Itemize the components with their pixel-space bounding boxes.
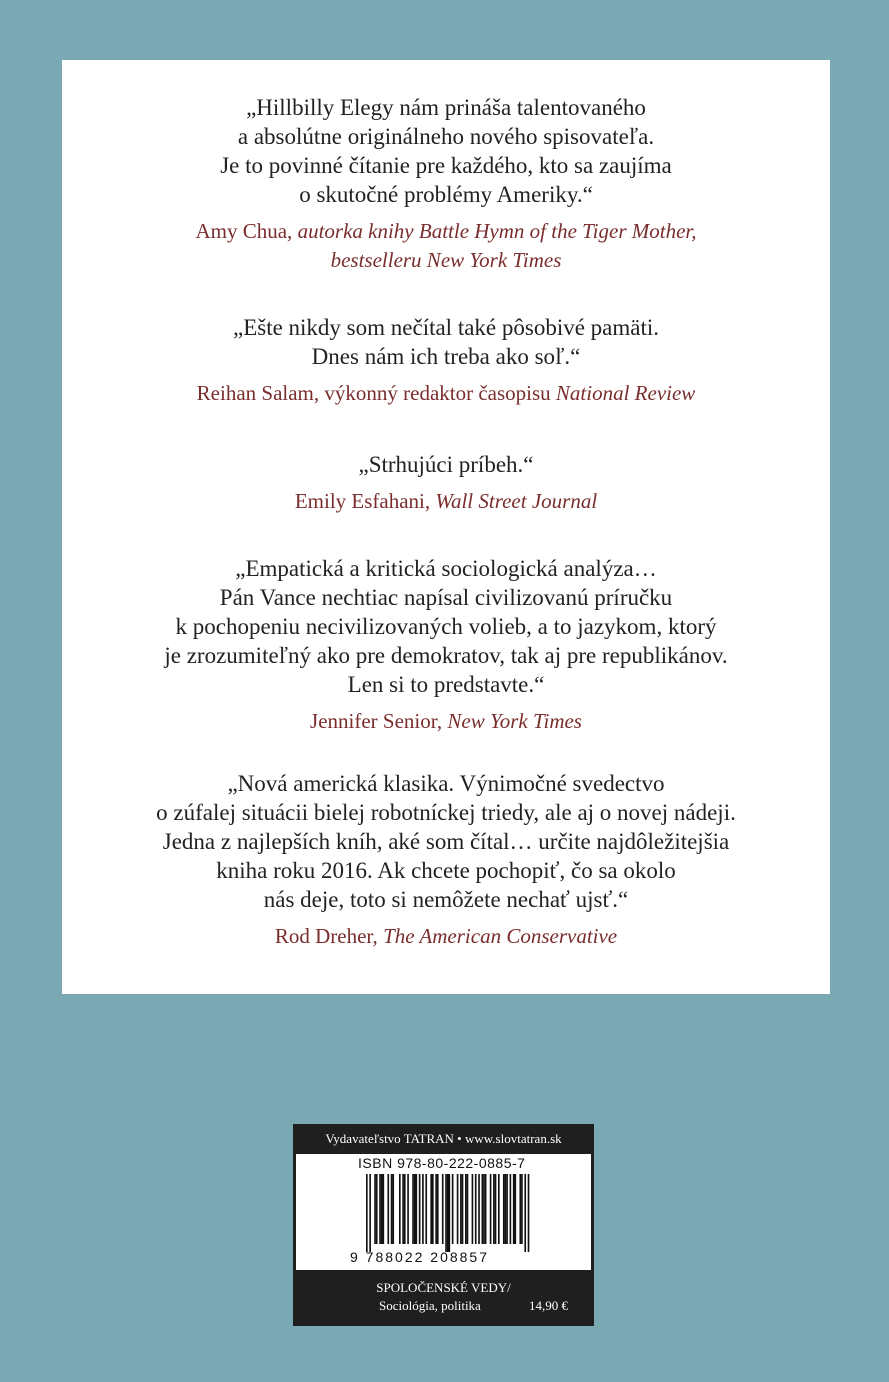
quotes-panel bbox=[62, 60, 830, 994]
barcode-bar bbox=[412, 1174, 414, 1244]
barcode-bar bbox=[515, 1174, 517, 1244]
category-area bbox=[293, 1270, 594, 1326]
barcode-bar bbox=[521, 1174, 523, 1244]
barcode-bar bbox=[404, 1174, 406, 1244]
attribution-name: Emily Esfahani, bbox=[294, 489, 431, 513]
barcode-bar bbox=[407, 1174, 409, 1244]
barcode-bar bbox=[449, 1174, 451, 1252]
barcode-digits: 9 788022 208857 bbox=[350, 1249, 489, 1265]
barcode-bar bbox=[435, 1174, 437, 1244]
barcode-bar bbox=[419, 1174, 421, 1244]
barcode-bar bbox=[366, 1174, 368, 1252]
quote-attribution bbox=[62, 217, 830, 275]
barcode-bar bbox=[467, 1174, 469, 1244]
attribution-publication: The American Conservative bbox=[383, 924, 618, 948]
barcode-bar bbox=[391, 1174, 393, 1244]
barcode-bar bbox=[442, 1174, 444, 1244]
quote-line: „Ešte nikdy som nečítal také pôsobivé pamäti. bbox=[232, 315, 660, 340]
quote-text bbox=[62, 313, 830, 371]
price-label: 14,90 € bbox=[529, 1298, 568, 1313]
attribution-name: Rod Dreher, bbox=[274, 924, 378, 948]
quote-2 bbox=[62, 313, 830, 408]
barcode-bar bbox=[503, 1174, 505, 1244]
attribution-name: Reihan Salam, výkonný redaktor časopisu bbox=[196, 381, 551, 405]
barcode-bar bbox=[432, 1174, 434, 1244]
quote-line: Je to povinné čítanie pre každého, kto sa zaujíma bbox=[220, 153, 672, 178]
quote-1 bbox=[62, 93, 830, 275]
quote-line: „Nová americká klasika. Výnimočné svedectvo bbox=[227, 771, 665, 796]
attribution-role: bestselleru New York Times bbox=[330, 248, 562, 272]
quote-4 bbox=[62, 554, 830, 736]
barcode-bar bbox=[392, 1174, 394, 1244]
quote-line: „Strhujúci príbeh.“ bbox=[358, 452, 534, 477]
barcode-bar bbox=[485, 1174, 487, 1244]
barcode-bar bbox=[430, 1174, 432, 1244]
attribution-publication: Wall Street Journal bbox=[435, 489, 598, 513]
barcode-bar bbox=[510, 1174, 512, 1244]
barcode-bar bbox=[387, 1174, 389, 1244]
barcode-bar bbox=[490, 1174, 492, 1244]
barcode-bar bbox=[425, 1174, 427, 1244]
quote-attribution bbox=[62, 707, 830, 736]
quote-line: „Hillbilly Elegy nám prináša talentovaného bbox=[246, 95, 646, 120]
quote-line: Dnes nám ich treba ako soľ.“ bbox=[311, 344, 581, 369]
quote-line: kniha roku 2016. Ak chcete pochopiť, čo sa okolo bbox=[216, 858, 676, 883]
quote-line: nás deje, toto si nemôžete nechať ujsť.“ bbox=[263, 887, 629, 912]
barcode-bar bbox=[457, 1174, 459, 1244]
barcode-bar bbox=[381, 1174, 383, 1244]
quote-line: Pán Vance nechtiac napísal civilizovanú príručku bbox=[219, 585, 673, 610]
quote-line: je zrozumiteľný ako pre demokratov, tak aj pre republikánov. bbox=[164, 643, 728, 668]
quote-line: Jedna z najlepších kníh, aké som čítal… určite najdôležitejšia bbox=[162, 829, 730, 854]
attribution-name: Jennifer Senior, bbox=[310, 709, 443, 733]
attribution-publication: New York Times bbox=[447, 709, 582, 733]
barcode-bar bbox=[414, 1174, 416, 1244]
barcode-bar bbox=[493, 1174, 495, 1244]
quote-text bbox=[62, 93, 830, 209]
quote-line: Len si to predstavte.“ bbox=[347, 672, 545, 697]
barcode-bar bbox=[482, 1174, 484, 1244]
barcode-bar bbox=[498, 1174, 500, 1244]
barcode-bar bbox=[495, 1174, 497, 1244]
isbn-label: ISBN 978-80-222-0885-7 bbox=[358, 1155, 526, 1171]
quote-text bbox=[62, 450, 830, 479]
attribution-role: autorka knihy Battle Hymn of the Tiger Mother, bbox=[297, 219, 697, 243]
barcode-bar bbox=[437, 1174, 439, 1244]
subcategory-label: Sociológia, politika bbox=[379, 1298, 481, 1313]
quote-attribution bbox=[62, 922, 830, 951]
barcode-bar bbox=[462, 1174, 464, 1244]
barcode-bar bbox=[524, 1174, 526, 1252]
barcode-bar bbox=[452, 1174, 454, 1244]
quote-5 bbox=[62, 769, 830, 951]
quote-line: a absolútne originálneho nového spisovateľa. bbox=[237, 124, 655, 149]
barcode-bar bbox=[465, 1174, 467, 1244]
barcode-bar bbox=[376, 1174, 378, 1244]
attribution-name: Amy Chua, bbox=[195, 219, 293, 243]
quote-attribution bbox=[62, 379, 830, 408]
barcode-bar bbox=[369, 1174, 371, 1252]
barcode-box bbox=[293, 1124, 594, 1326]
quote-line: o skutočné problémy Ameriky.“ bbox=[299, 182, 593, 207]
barcode-bar bbox=[416, 1174, 418, 1244]
publisher-line: Vydavateľstvo TATRAN • www.slovtatran.sk bbox=[325, 1131, 562, 1146]
quote-attribution bbox=[62, 487, 830, 516]
barcode-bar bbox=[472, 1174, 474, 1244]
quote-3 bbox=[62, 450, 830, 516]
quote-line: „Empatická a kritická sociologická analýza… bbox=[235, 556, 657, 581]
barcode-bar bbox=[374, 1174, 376, 1244]
category-label: SPOLOČENSKÉ VEDY/ bbox=[376, 1280, 511, 1295]
barcode-bar bbox=[519, 1174, 521, 1244]
quote-text bbox=[62, 554, 830, 699]
barcode-bar bbox=[506, 1174, 508, 1244]
barcode-bar bbox=[513, 1174, 515, 1244]
barcode-bar bbox=[478, 1174, 480, 1244]
quote-line: o zúfalej situácii bielej robotníckej triedy, ale aj o novej nádeji. bbox=[156, 800, 736, 825]
barcode-bar bbox=[402, 1174, 404, 1244]
barcode-area bbox=[296, 1154, 591, 1270]
barcode-bar bbox=[447, 1174, 449, 1252]
barcode-bar bbox=[505, 1174, 507, 1244]
barcode-bar bbox=[460, 1174, 462, 1244]
barcode-bar bbox=[399, 1174, 401, 1244]
barcode-bar bbox=[528, 1174, 530, 1252]
barcode-bar bbox=[379, 1174, 381, 1244]
barcode-bar bbox=[445, 1174, 447, 1252]
quote-text bbox=[62, 769, 830, 914]
attribution-publication: National Review bbox=[555, 381, 696, 405]
barcode-bars bbox=[366, 1174, 531, 1254]
barcode-bar bbox=[483, 1174, 485, 1244]
barcode-bar bbox=[383, 1174, 385, 1244]
barcode-bar bbox=[475, 1174, 477, 1244]
quote-line: k pochopeniu necivilizovaných volieb, a to jazykom, ktorý bbox=[175, 614, 717, 639]
barcode-bar bbox=[422, 1174, 424, 1244]
